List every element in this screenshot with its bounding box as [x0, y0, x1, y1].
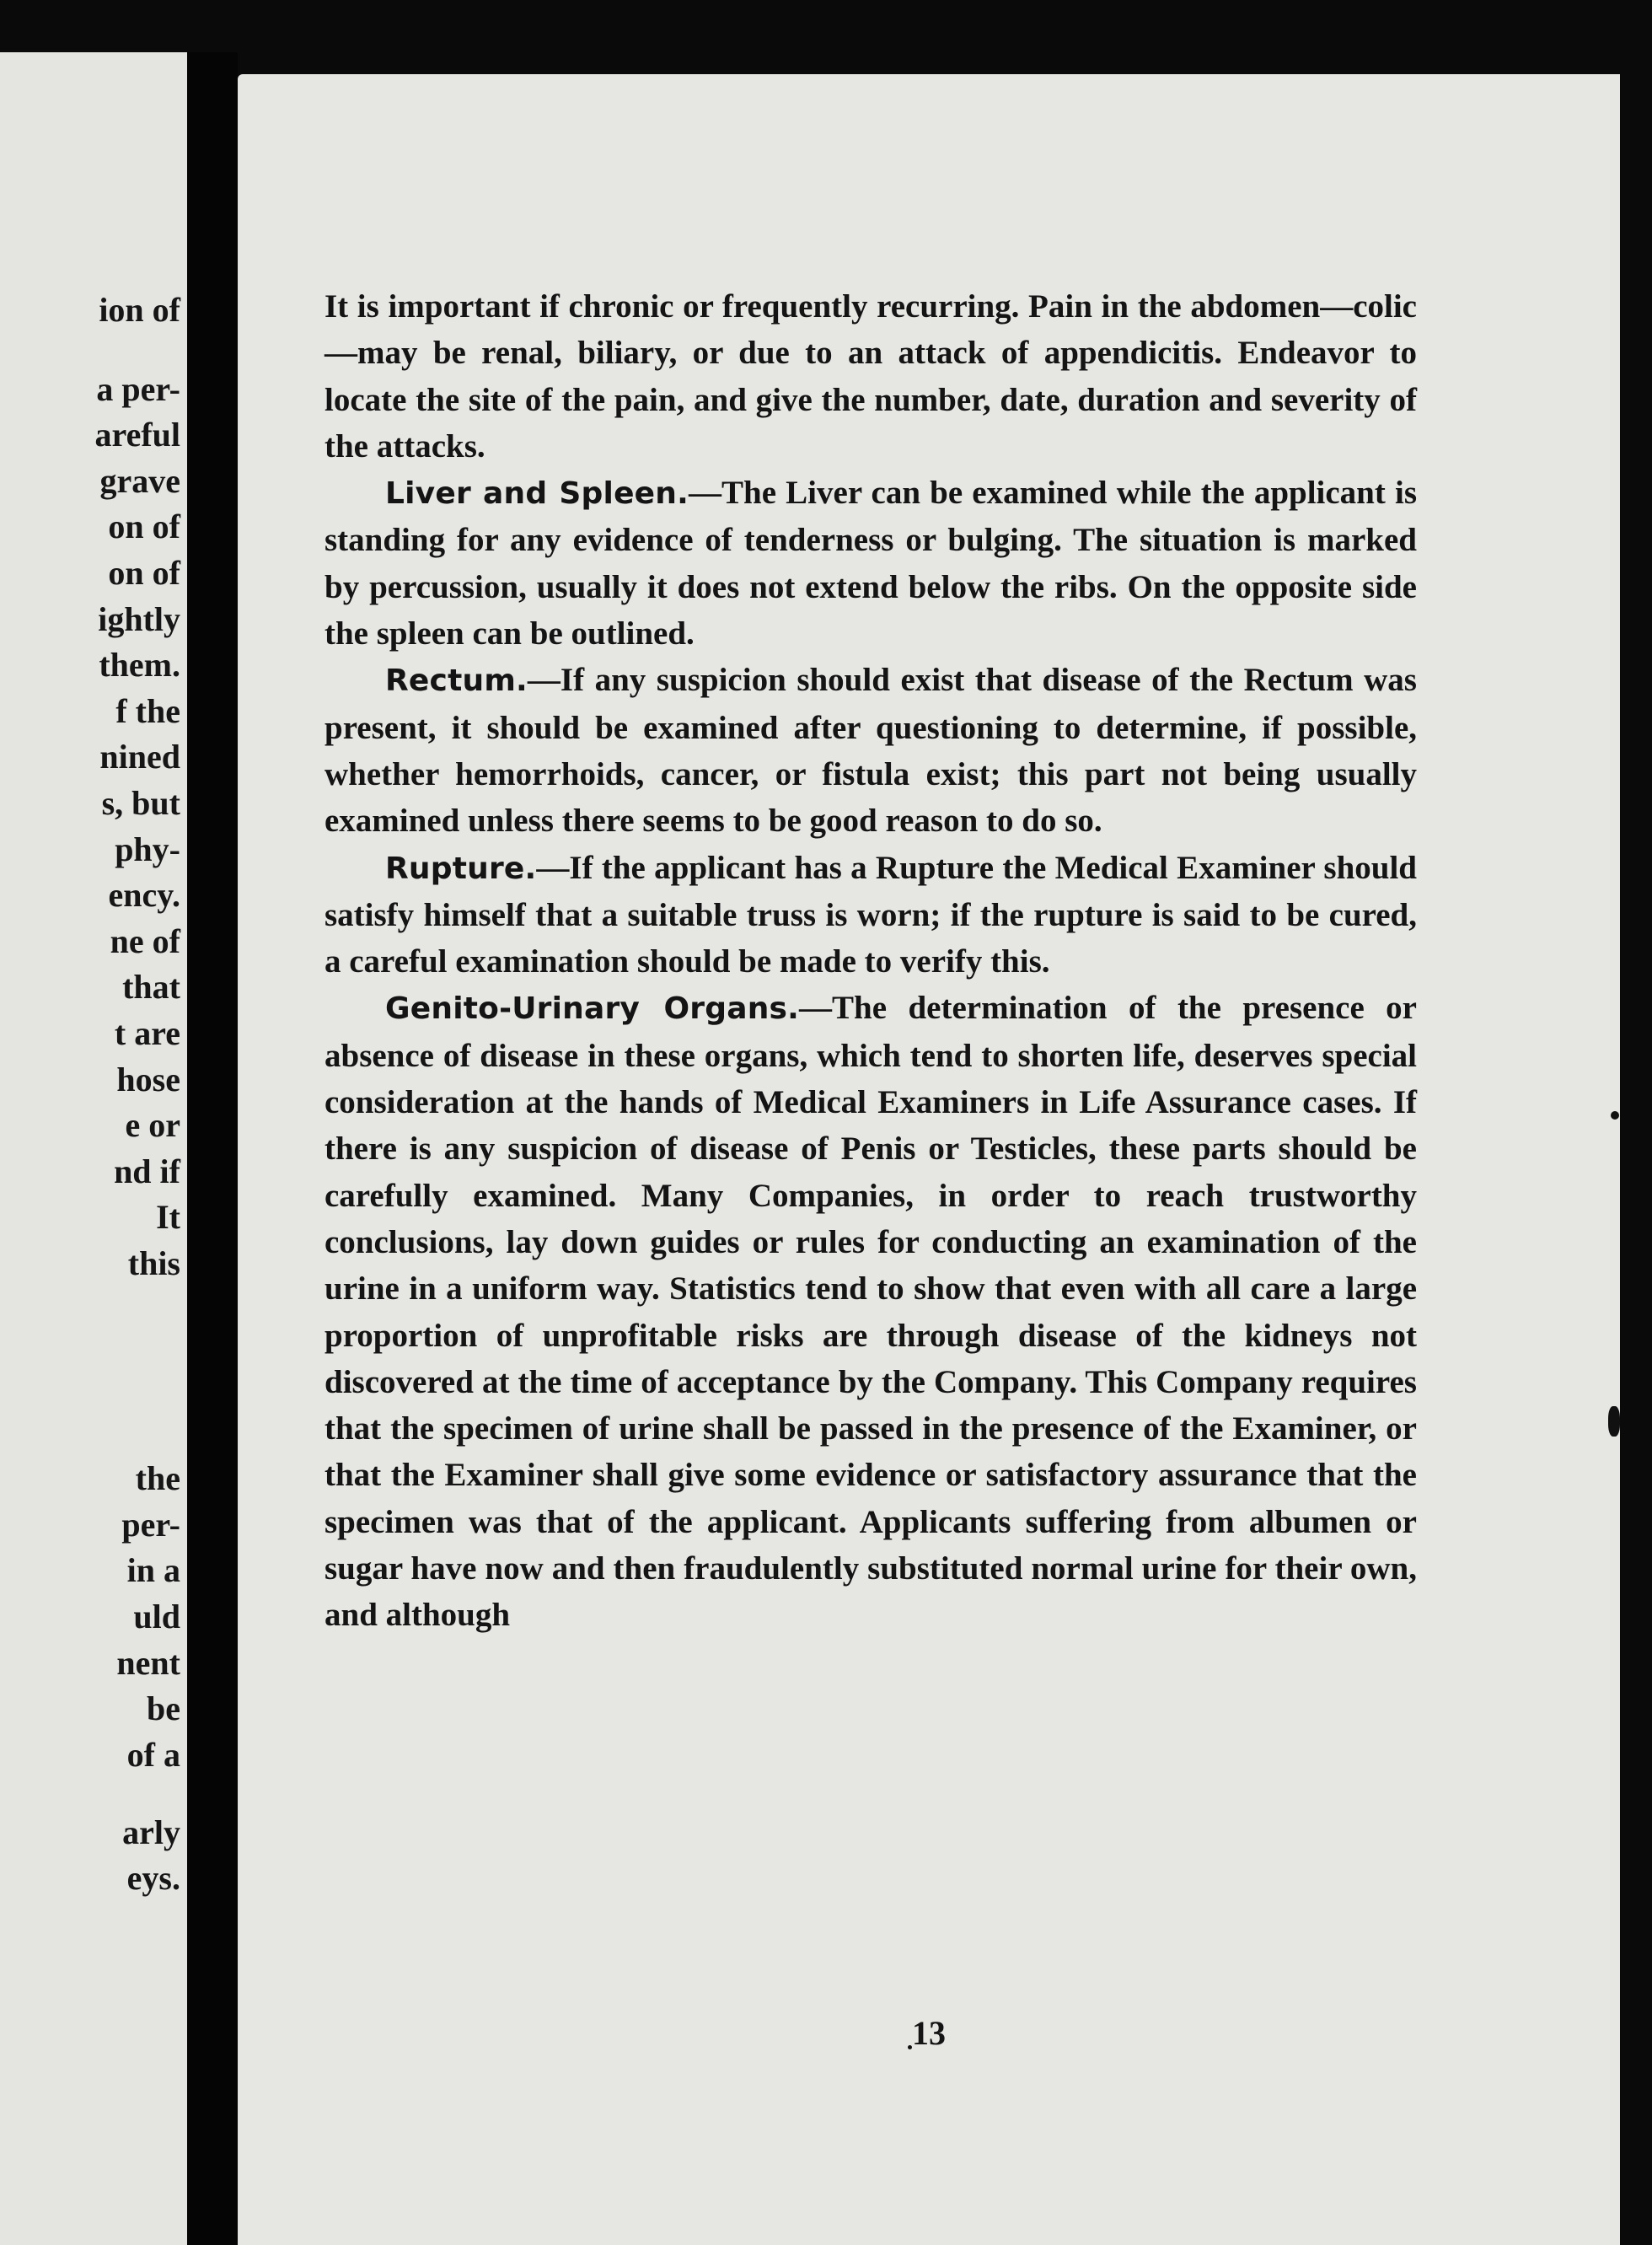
fragment-line: nent [116, 1644, 180, 1682]
paragraph-text: —The determination of the presence or absence of disease in these organs, which tend to shorten life, deserves special consideration at the hands of Medical Examiners in Life Assurance cases. If there is any suspicion of disease of Penis or Testicles, these parts should be carefully examined. Many Companies, in order to reach trustworthy conclusions, lay down guides or rules for conducting an examination of the urine in a uniform way. Statistics tend to show that even with all care a large proportion of unprofitable risks are through disease of the kidneys not discovered at the time of acceptance by the Company. This Company requires that the specimen of urine shall be passed in the presence of the Examiner, or that the Examiner shall give some evidence or satisfactory assurance that the specimen was that of the applicant. Applicants suffering from albumen or sugar have now and then fraudulently substituted normal urine for their own, and although [324, 990, 1417, 1634]
fragment-line: ency. [108, 876, 180, 914]
fragment-line: of a [126, 1736, 180, 1774]
fragment-line: eys. [126, 1859, 180, 1897]
body-text [324, 283, 1417, 1639]
paragraph-liver-spleen [324, 470, 1417, 657]
fragment-line: areful [94, 416, 180, 454]
fragment-line: arly [122, 1813, 180, 1851]
fragment-line: on of [108, 508, 180, 545]
section-heading: Rupture. [385, 851, 537, 886]
page-number: 13 [912, 2014, 946, 2052]
fragment-line: ightly [98, 600, 180, 638]
fragment-line: a per- [96, 370, 180, 408]
section-heading: Genito-Urinary Organs. [385, 991, 800, 1027]
fragment-line: s, but [101, 784, 180, 822]
facing-page [0, 52, 187, 2245]
fragment-line: this [127, 1244, 180, 1282]
scan-speck [908, 2045, 912, 2049]
main-page [238, 74, 1620, 2245]
fragment-line: that [122, 968, 180, 1006]
fragment-line: ne of [110, 922, 180, 960]
scan-speck [1611, 1111, 1619, 1120]
fragment-line: e or [125, 1106, 180, 1144]
fragment-line: ion of [99, 291, 180, 329]
scan-right-edge [1620, 74, 1652, 2245]
section-heading: Liver and Spleen. [385, 476, 689, 512]
fragment-line: It [156, 1198, 180, 1236]
fragment-line: nd if [114, 1152, 180, 1190]
paragraph-text: It is important if chronic or frequently recurring. Pain in the abdomen—colic—may be renal, biliary, or due to an attack of appendicitis. Endeavor to locate the site of the pain, and give the number, date, duration and severity of the attacks. [324, 288, 1417, 465]
paragraph-text: —If any suspicion should exist that disease of the Rectum was present, it should be examined after questioning to determine, if possible, whether hemorrhoids, cancer, or fistula exist; this part not being usually examined unless there seems to be good reason to do so. [324, 662, 1417, 840]
fragment-line: on of [108, 554, 180, 592]
fragment-line: per- [121, 1506, 180, 1544]
fragment-line: them. [99, 646, 180, 684]
fragment-line: f the [115, 692, 180, 730]
fragment-line: phy- [115, 830, 180, 868]
fragment-line: in a [126, 1551, 180, 1589]
scan-speck [1608, 1406, 1620, 1437]
fragment-line: t are [114, 1014, 180, 1052]
fragment-line: hose [116, 1061, 180, 1098]
paragraph-continuation [324, 283, 1417, 470]
fragment-line: uld [133, 1598, 180, 1635]
paragraph-rupture [324, 845, 1417, 986]
fragment-line: be [147, 1689, 180, 1727]
section-heading: Rectum. [385, 663, 528, 699]
paragraph-text: —If the applicant has a Rupture the Medical Examiner should satisfy himself that a suitable truss is worn; if the rupture is said to be cured, a careful examination should be made to verify this. [324, 849, 1417, 980]
binding-gutter [187, 52, 238, 2245]
fragment-line: nined [99, 738, 180, 776]
paragraph-genito-urinary [324, 985, 1417, 1638]
paragraph-text: —The Liver can be examined while the applicant is standing for any evidence of tenderness or bulging. The situation is marked by percussion, usually it does not extend below the ribs. On the opposite side the spleen can be outlined. [324, 475, 1418, 653]
paragraph-rectum [324, 657, 1417, 844]
fragment-line: grave [99, 462, 180, 500]
fragment-line: the [135, 1459, 180, 1497]
